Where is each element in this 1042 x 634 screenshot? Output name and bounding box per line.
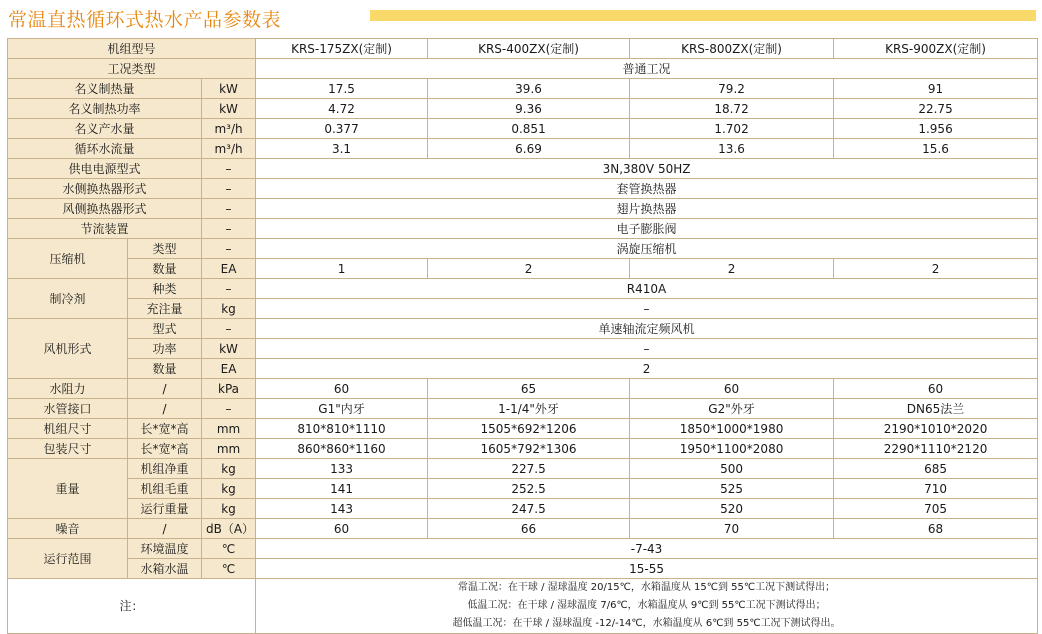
row-unit: – [202,199,256,219]
note-row [8,579,1038,634]
table-row [8,119,1038,139]
table-row [8,499,1038,519]
sub-label: 型式 [128,319,202,339]
table-row [8,319,1038,339]
cell-value: 3N,380V 50HZ [256,159,1038,179]
note-line: 常温工况：在干球 / 湿球温度 20/15℃，水箱温度从 15℃到 55℃工况下测试得出； [457,582,836,593]
cell-value: 810*810*1110 [256,419,428,439]
cell-value: 252.5 [428,479,630,499]
row-unit: EA [202,359,256,379]
sub-label: 水箱水温 [128,559,202,579]
condition-header-label: 工况类型 [8,59,256,79]
cell-value: 91 [834,79,1038,99]
sub-label: 机组净重 [128,459,202,479]
sub-label: 充注量 [128,299,202,319]
row-unit: EA [202,259,256,279]
note-label: 注： [8,579,256,634]
table-row [8,539,1038,559]
note-line: 低温工况：在干球 / 湿球温度 7/6℃，水箱温度从 9℃到 55℃工况下测试得出； [467,600,826,611]
sub-label: / [128,379,202,399]
sub-label: / [128,399,202,419]
cell-value: 翅片换热器 [256,199,1038,219]
note-text [256,579,1038,634]
row-label: 节流装置 [8,219,202,239]
table-row [8,399,1038,419]
row-label: 噪音 [8,519,128,539]
row-unit: dB（A） [202,519,256,539]
model-name: KRS-175ZX(定制) [256,39,428,59]
sub-label: 数量 [128,259,202,279]
cell-value: 电子膨胀阀 [256,219,1038,239]
cell-value: G2"外牙 [630,399,834,419]
model-name: KRS-800ZX(定制) [630,39,834,59]
row-unit: m³/h [202,139,256,159]
table-row [8,219,1038,239]
row-unit: ℃ [202,559,256,579]
cell-value: 227.5 [428,459,630,479]
table-row [8,559,1038,579]
table-row [8,179,1038,199]
cell-value: 133 [256,459,428,479]
cell-value: 60 [630,379,834,399]
cell-value: 2190*1010*2020 [834,419,1038,439]
table-row [8,259,1038,279]
cell-value: – [256,299,1038,319]
cell-value: -7-43 [256,539,1038,559]
cell-value: 1.702 [630,119,834,139]
row-unit: kg [202,299,256,319]
model-name: KRS-900ZX(定制) [834,39,1038,59]
cell-value: – [256,339,1038,359]
cell-value: 39.6 [428,79,630,99]
cell-value: 2 [256,359,1038,379]
sub-label: / [128,519,202,539]
cell-value: 单速轴流定频风机 [256,319,1038,339]
group-label: 运行范围 [8,539,128,579]
cell-value: DN65法兰 [834,399,1038,419]
sub-label: 机组毛重 [128,479,202,499]
group-label: 重量 [8,459,128,519]
sub-label: 种类 [128,279,202,299]
row-label: 名义制热量 [8,79,202,99]
cell-value: 9.36 [428,99,630,119]
table-row [8,439,1038,459]
row-label: 名义产水量 [8,119,202,139]
cell-value: 套管换热器 [256,179,1038,199]
sub-label: 长*宽*高 [128,419,202,439]
cell-value: 1950*1100*2080 [630,439,834,459]
row-unit: – [202,179,256,199]
cell-value: 2 [834,259,1038,279]
table-row [8,39,1038,59]
cell-value: 860*860*1160 [256,439,428,459]
cell-value: 710 [834,479,1038,499]
row-label: 供电电源型式 [8,159,202,179]
sub-label: 环境温度 [128,539,202,559]
row-unit: – [202,239,256,259]
row-unit: kW [202,99,256,119]
cell-value: 60 [256,519,428,539]
cell-value: 1-1/4"外牙 [428,399,630,419]
table-row [8,359,1038,379]
title-accent-bar [370,10,1036,21]
cell-value: 60 [256,379,428,399]
row-label: 包装尺寸 [8,439,128,459]
cell-value: 705 [834,499,1038,519]
cell-value: 0.377 [256,119,428,139]
cell-value: 1 [256,259,428,279]
condition-value: 普通工况 [256,59,1038,79]
row-unit: m³/h [202,119,256,139]
group-label: 风机形式 [8,319,128,379]
table-row [8,239,1038,259]
cell-value: 60 [834,379,1038,399]
group-label: 压缩机 [8,239,128,279]
page-title: 常温直热循环式热水产品参数表 [8,9,282,31]
group-label: 制冷剂 [8,279,128,319]
row-label: 名义制热功率 [8,99,202,119]
cell-value: 141 [256,479,428,499]
row-label: 水侧换热器形式 [8,179,202,199]
row-unit: kg [202,459,256,479]
cell-value: 13.6 [630,139,834,159]
table-row [8,419,1038,439]
cell-value: 15.6 [834,139,1038,159]
row-unit: kW [202,79,256,99]
cell-value: 1605*792*1306 [428,439,630,459]
sub-label: 运行重量 [128,499,202,519]
cell-value: 15-55 [256,559,1038,579]
cell-value: 涡旋压缩机 [256,239,1038,259]
table-row [8,59,1038,79]
row-label: 循环水流量 [8,139,202,159]
cell-value: 68 [834,519,1038,539]
cell-value: 685 [834,459,1038,479]
row-unit: kW [202,339,256,359]
cell-value: 247.5 [428,499,630,519]
cell-value: 3.1 [256,139,428,159]
model-header-label: 机组型号 [8,39,256,59]
cell-value: 2 [630,259,834,279]
cell-value: 500 [630,459,834,479]
cell-value: 143 [256,499,428,519]
sub-label: 长*宽*高 [128,439,202,459]
table-row [8,159,1038,179]
row-unit: – [202,279,256,299]
row-unit: – [202,219,256,239]
row-label: 风侧换热器形式 [8,199,202,219]
cell-value: 6.69 [428,139,630,159]
row-unit: mm [202,439,256,459]
table-row [8,79,1038,99]
cell-value: 65 [428,379,630,399]
table-row [8,99,1038,119]
cell-value: 520 [630,499,834,519]
cell-value: G1"内牙 [256,399,428,419]
cell-value: R410A [256,279,1038,299]
sub-label: 类型 [128,239,202,259]
row-unit: – [202,319,256,339]
cell-value: 70 [630,519,834,539]
cell-value: 22.75 [834,99,1038,119]
row-unit: kg [202,479,256,499]
row-label: 水阻力 [8,379,128,399]
cell-value: 1505*692*1206 [428,419,630,439]
cell-value: 525 [630,479,834,499]
table-row [8,279,1038,299]
table-row [8,339,1038,359]
table-row [8,459,1038,479]
row-unit: kPa [202,379,256,399]
cell-value: 17.5 [256,79,428,99]
cell-value: 2 [428,259,630,279]
table-row [8,199,1038,219]
sub-label: 数量 [128,359,202,379]
cell-value: 18.72 [630,99,834,119]
row-unit: – [202,159,256,179]
model-name: KRS-400ZX(定制) [428,39,630,59]
row-unit: ℃ [202,539,256,559]
cell-value: 2290*1110*2120 [834,439,1038,459]
spec-table [7,38,1038,634]
cell-value: 4.72 [256,99,428,119]
row-label: 机组尺寸 [8,419,128,439]
row-unit: mm [202,419,256,439]
cell-value: 1850*1000*1980 [630,419,834,439]
table-row [8,479,1038,499]
table-row [8,379,1038,399]
sub-label: 功率 [128,339,202,359]
cell-value: 1.956 [834,119,1038,139]
cell-value: 0.851 [428,119,630,139]
cell-value: 66 [428,519,630,539]
table-row [8,299,1038,319]
row-unit: – [202,399,256,419]
cell-value: 79.2 [630,79,834,99]
row-unit: kg [202,499,256,519]
table-row [8,139,1038,159]
note-line: 超低温工况：在干球 / 湿球温度 -12/-14℃，水箱温度从 6℃到 55℃工况下测试得出。 [452,618,841,629]
row-label: 水管接口 [8,399,128,419]
table-row [8,519,1038,539]
